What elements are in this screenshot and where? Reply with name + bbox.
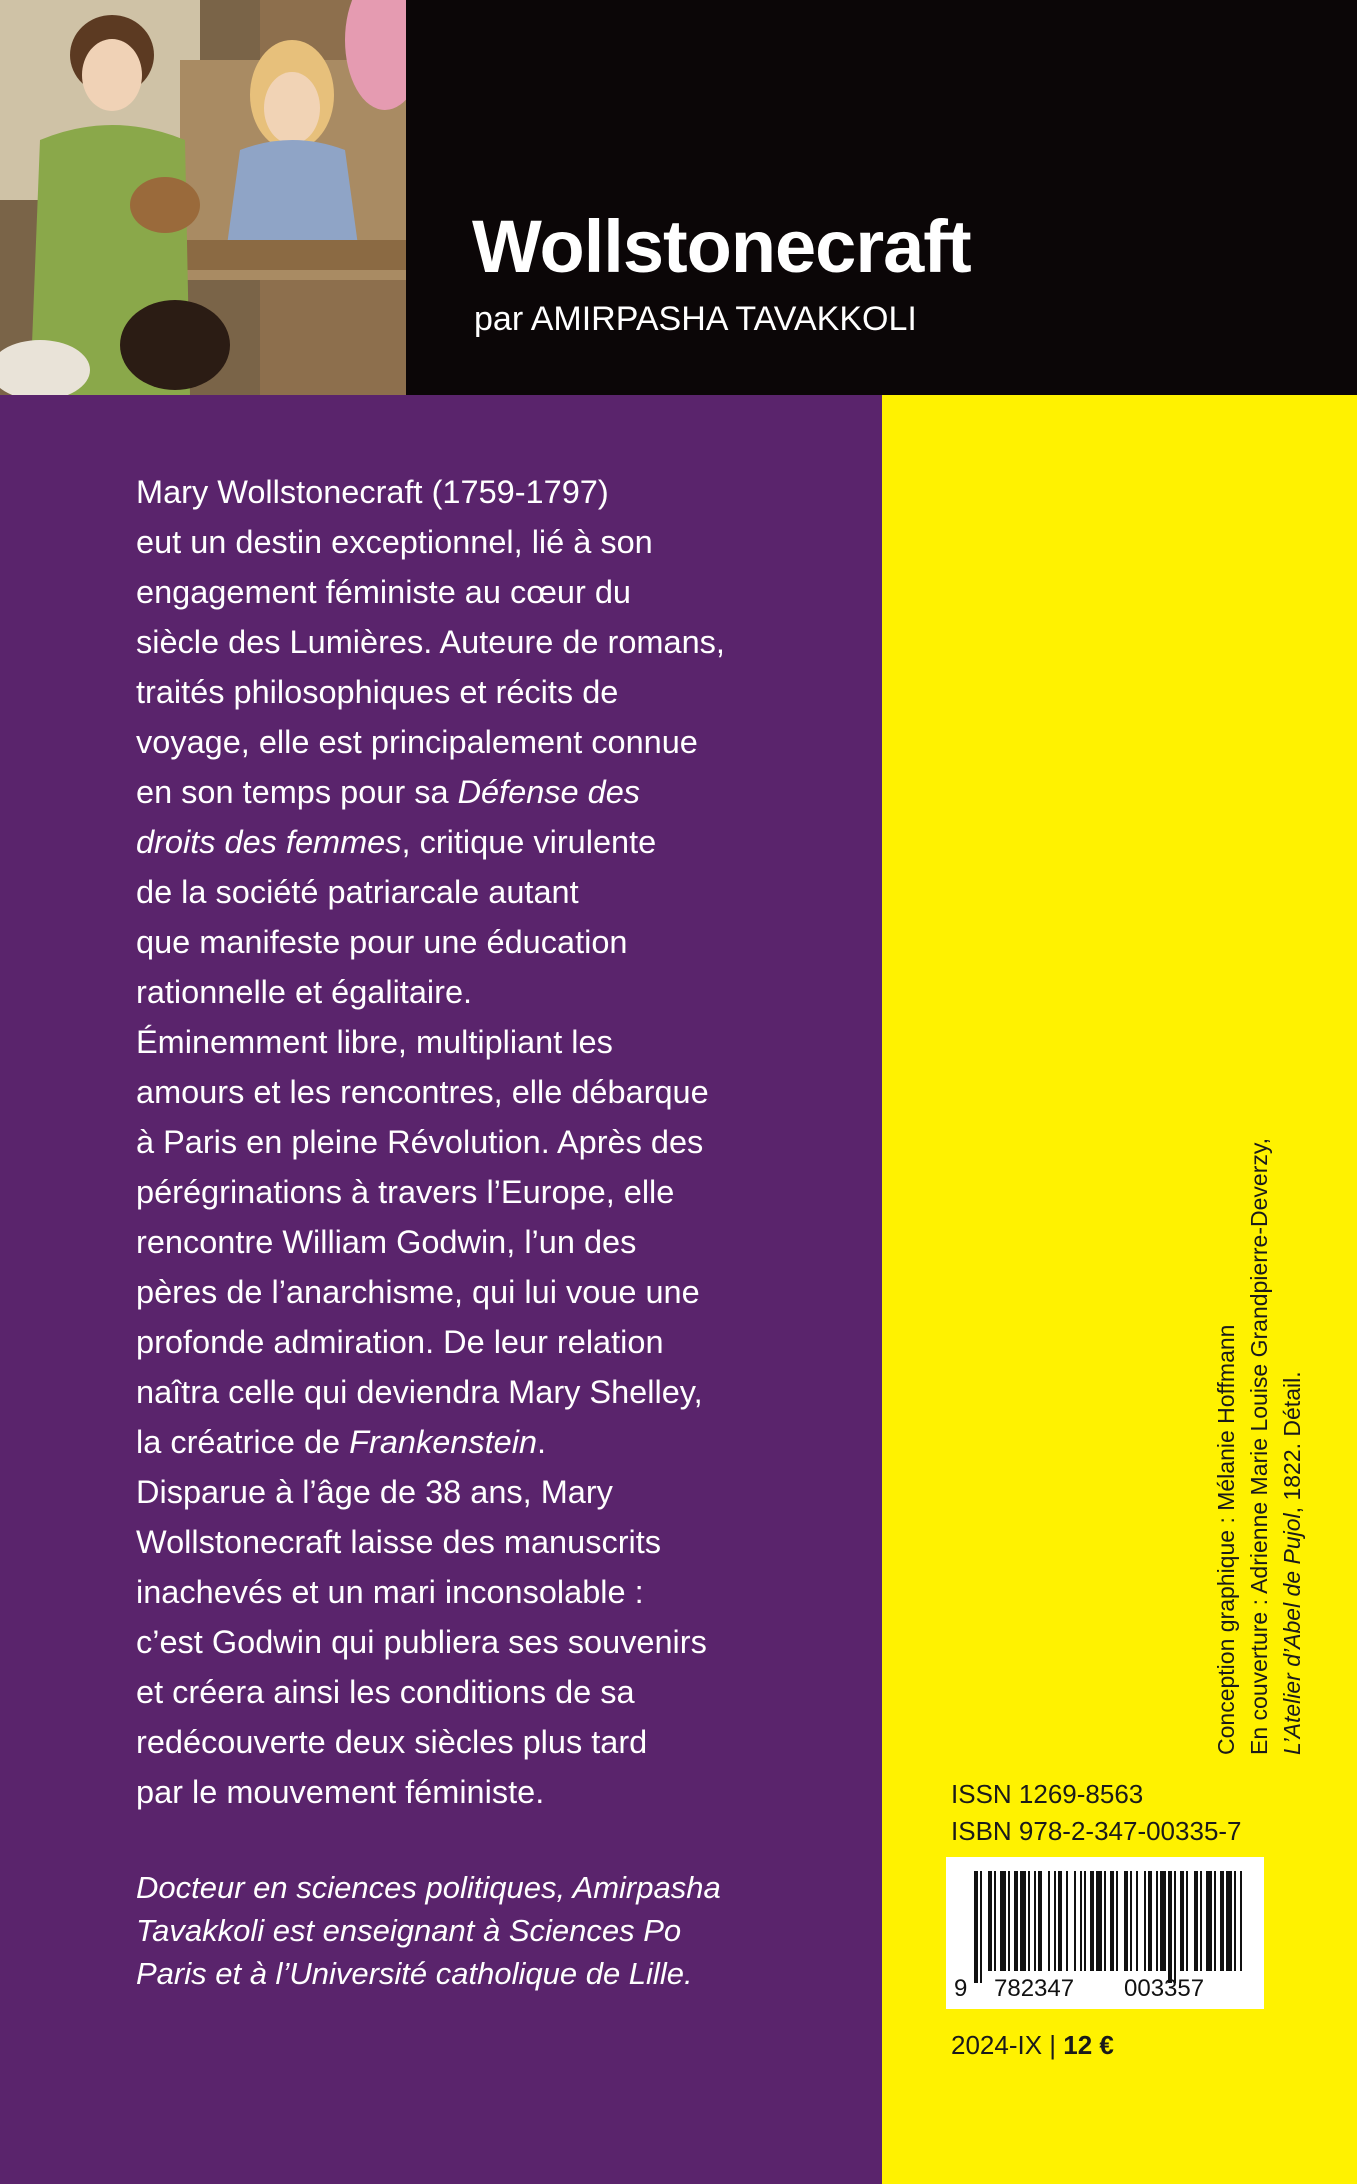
- summary-line: [136, 1417, 836, 1467]
- summary-line: [136, 767, 836, 817]
- barcode-bar: [1186, 1871, 1188, 1971]
- summary-line: c’est Godwin qui publiera ses souvenirs: [136, 1624, 707, 1660]
- barcode-bar: [1034, 1871, 1036, 1971]
- summary-italic-title: droits des femmes: [136, 824, 402, 860]
- barcode-bar: [1148, 1871, 1152, 1971]
- barcode-digit-group: 782347: [994, 1975, 1075, 2002]
- author-bio-line: Docteur en sciences politiques, Amirpasha: [136, 1870, 721, 1905]
- author-bio-line: Tavakkoli est enseignant à Sciences Po: [136, 1913, 682, 1948]
- barcode-bar: [1214, 1871, 1216, 1971]
- barcode-bar: [1090, 1871, 1094, 1971]
- barcode-bar: [1074, 1871, 1076, 1971]
- barcode-bar: [1110, 1871, 1114, 1971]
- summary-text: [136, 467, 836, 1817]
- summary-line: pères de l’anarchisme, qui lui voue une: [136, 1274, 700, 1310]
- barcode-bar: [994, 1871, 996, 1971]
- barcode-bar: [1020, 1871, 1026, 1971]
- barcode-bar: [1080, 1871, 1082, 1971]
- barcode-bar: [1058, 1871, 1062, 1971]
- summary-line: inachevés et un mari inconsolable :: [136, 1574, 644, 1610]
- cover-image-credit: En couverture : Adrienne Marie Louise Grandpierre-Deverzy,: [1246, 1137, 1272, 1755]
- summary-italic-title: Défense des: [457, 774, 641, 810]
- barcode-bar: [1136, 1871, 1138, 1971]
- summary-line: pérégrinations à travers l’Europe, elle: [136, 1174, 675, 1210]
- summary-line: et créera ainsi les conditions de sa: [136, 1674, 635, 1710]
- summary-line: Disparue à l’âge de 38 ans, Mary: [136, 1474, 613, 1510]
- summary-line: rencontre William Godwin, l’un des: [136, 1224, 637, 1260]
- summary-text-span: la créatrice de: [136, 1424, 341, 1460]
- author-bio: [136, 1866, 856, 1995]
- summary-line: traités philosophiques et récits de: [136, 674, 619, 710]
- summary-line: voyage, elle est principalement connue: [136, 724, 698, 760]
- identifiers: [951, 1776, 1242, 1850]
- cover-credits-vertical: [1210, 1035, 1309, 1755]
- barcode-bar: [1116, 1871, 1118, 1971]
- summary-line: Éminemment libre, multipliant les: [136, 1024, 613, 1060]
- edition-code: 2024-IX |: [951, 2030, 1064, 2060]
- barcode-bar: [1104, 1871, 1106, 1971]
- artwork-date: , 1822. Détail.: [1279, 1371, 1305, 1514]
- barcode-bar: [1174, 1871, 1176, 1983]
- summary-line: de la société patriarcale autant: [136, 874, 579, 910]
- edition-and-price: [951, 2030, 1114, 2060]
- summary-text-span: , critique virulente: [401, 824, 657, 860]
- book-title: Wollstonecraft: [472, 205, 971, 288]
- barcode-bar: [1156, 1871, 1158, 1971]
- barcode-bar: [1124, 1871, 1128, 1971]
- summary-italic-title: Frankenstein: [349, 1424, 538, 1460]
- cover-painting-image: [0, 0, 406, 395]
- barcode-bar: [1234, 1871, 1236, 1971]
- summary-line: amours et les rencontres, elle débarque: [136, 1074, 709, 1110]
- barcode-bar: [1008, 1871, 1010, 1971]
- barcode-bar: [974, 1871, 978, 1983]
- barcode-bar: [988, 1871, 992, 1971]
- summary-line: naîtra celle qui deviendra Mary Shelley,: [136, 1374, 703, 1410]
- barcode-bar: [1194, 1871, 1198, 1971]
- barcode-bar: [1014, 1871, 1018, 1971]
- author-bio-line: Paris et à l’Université catholique de Lille.: [136, 1956, 693, 1991]
- barcode-digit-group: 003357: [1124, 1975, 1205, 2002]
- summary-line: Wollstonecraft laisse des manuscrits: [136, 1524, 662, 1560]
- summary-line: à Paris en pleine Révolution. Après des: [136, 1124, 704, 1160]
- isbn-barcode: [946, 1857, 1264, 2009]
- cover-image-credit-detail: [1276, 1035, 1309, 1755]
- cover-header: [0, 0, 1357, 395]
- barcode-bar: [1220, 1871, 1224, 1971]
- issn-number: ISSN 1269-8563: [951, 1779, 1144, 1809]
- barcode-bar: [1054, 1871, 1056, 1971]
- barcode-bar: [1048, 1871, 1050, 1971]
- summary-text-span: .: [537, 1424, 547, 1460]
- author-byline: par AMIRPASHA TAVAKKOLI: [474, 300, 917, 338]
- barcode-bar: [1084, 1871, 1086, 1971]
- design-credit: Conception graphique : Mélanie Hoffmann: [1213, 1324, 1239, 1755]
- barcode-bar: [1180, 1871, 1184, 1971]
- summary-text-span: en son temps pour sa: [136, 774, 449, 810]
- summary-line: siècle des Lumières. Auteure de romans,: [136, 624, 725, 660]
- summary-line: [136, 817, 836, 867]
- isbn-number: ISBN 978-2-347-00335-7: [951, 1816, 1242, 1846]
- summary-line: que manifeste pour une éducation: [136, 924, 628, 960]
- barcode-bar: [1168, 1871, 1172, 1983]
- barcode-bar: [980, 1871, 982, 1983]
- barcode-bar: [1000, 1871, 1006, 1971]
- summary-line: Mary Wollstonecraft (1759-1797): [136, 474, 609, 510]
- barcode-bar: [1144, 1871, 1146, 1971]
- summary-line: par le mouvement féministe.: [136, 1774, 545, 1810]
- summary-line: profonde admiration. De leur relation: [136, 1324, 664, 1360]
- barcode-bar: [1038, 1871, 1042, 1971]
- summary-line: rationnelle et égalitaire.: [136, 974, 473, 1010]
- summary-line: engagement féministe au cœur du: [136, 574, 631, 610]
- price: 12 €: [1063, 2030, 1114, 2060]
- barcode-bar: [1206, 1871, 1212, 1971]
- barcode-bar: [1028, 1871, 1030, 1971]
- barcode-bar: [1096, 1871, 1102, 1971]
- barcode-bar: [1160, 1871, 1166, 1971]
- barcode-bar: [1200, 1871, 1202, 1971]
- barcode-bar: [1226, 1871, 1232, 1971]
- barcode-bar: [1130, 1871, 1132, 1971]
- summary-line: redécouverte deux siècles plus tard: [136, 1724, 648, 1760]
- artwork-title: L’Atelier d’Abel de Pujol: [1279, 1513, 1305, 1755]
- barcode-bar: [1240, 1871, 1242, 1971]
- summary-line: eut un destin exceptionnel, lié à son: [136, 524, 653, 560]
- barcode-bar: [1066, 1871, 1068, 1971]
- barcode-digit-group: 9: [954, 1975, 968, 2002]
